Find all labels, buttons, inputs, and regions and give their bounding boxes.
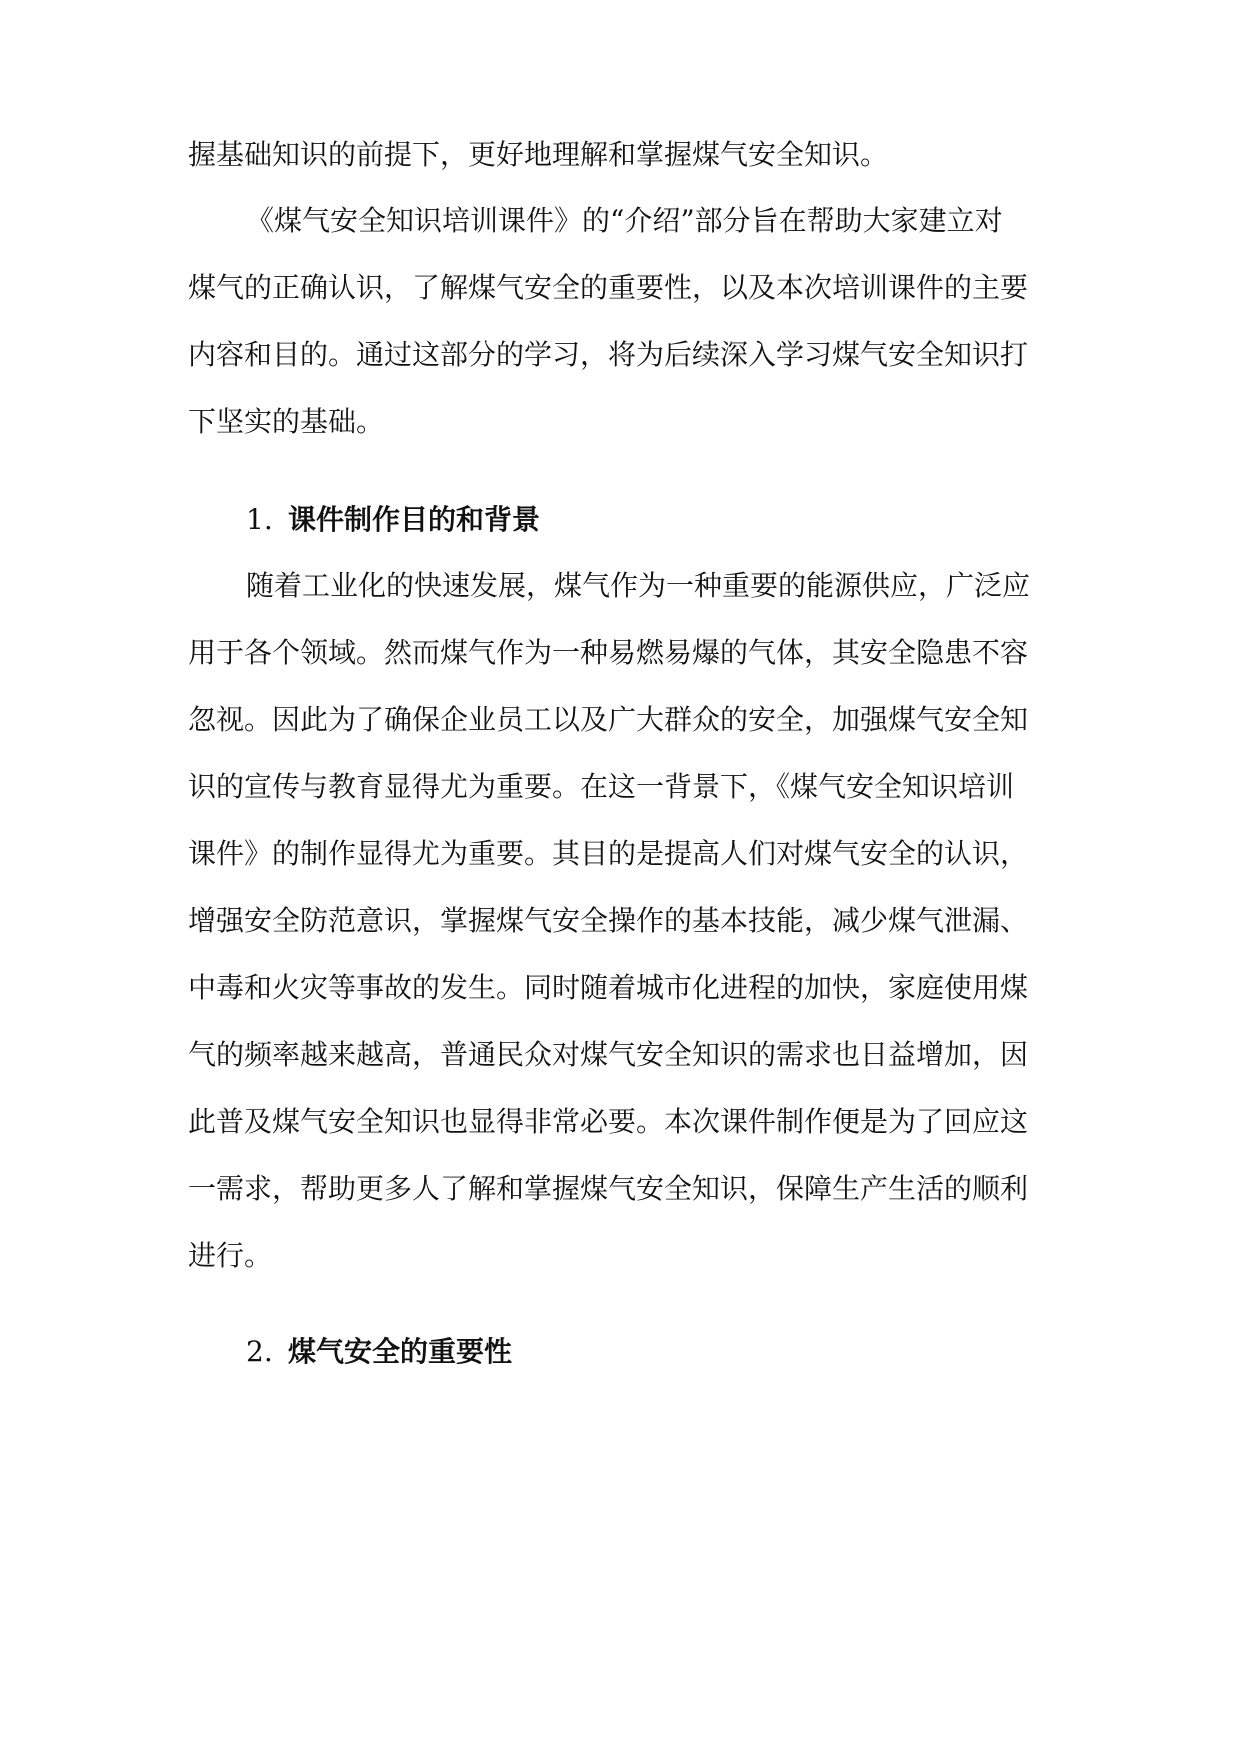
paragraph-line: 气的频率越来越高，普通民众对煤气安全知识的需求也日益增加，因 bbox=[188, 1038, 1029, 1071]
paragraph-line: 此普及煤气安全知识也显得非常必要。本次课件制作便是为了回应这 bbox=[188, 1105, 1029, 1138]
section-number: 1. bbox=[246, 503, 273, 536]
paragraph-line: 《煤气安全知识培训课件》的“介绍”部分旨在帮助大家建立对 bbox=[246, 204, 1003, 237]
paragraph-line: 内容和目的。通过这部分的学习，将为后续深入学习煤气安全知识打 bbox=[188, 338, 1029, 371]
paragraph-line: 中毒和火灾等事故的发生。同时随着城市化进程的加快，家庭使用煤 bbox=[188, 971, 1029, 1004]
section-number: 2. bbox=[246, 1335, 273, 1368]
paragraph-line: 忽视。因此为了确保企业员工以及广大群众的安全，加强煤气安全知 bbox=[188, 703, 1029, 736]
section-heading bbox=[246, 500, 540, 540]
paragraph-line: 增强安全防范意识，掌握煤气安全操作的基本技能，减少煤气泄漏、 bbox=[188, 904, 1029, 937]
paragraph-line: 进行。 bbox=[188, 1239, 273, 1272]
paragraph-line: 随着工业化的快速发展，煤气作为一种重要的能源供应，广泛应 bbox=[246, 569, 1031, 602]
paragraph-line: 下坚实的基础。 bbox=[188, 405, 385, 438]
paragraph-line: 握基础知识的前提下，更好地理解和掌握煤气安全知识。 bbox=[188, 138, 889, 171]
paragraph-line: 煤气的正确认识，了解煤气安全的重要性，以及本次培训课件的主要 bbox=[188, 271, 1029, 304]
paragraph-line: 识的宣传与教育显得尤为重要。在这一背景下，《煤气安全知识培训 bbox=[188, 770, 1015, 803]
section-title: 煤气安全的重要性 bbox=[288, 1335, 513, 1368]
paragraph-line: 课件》的制作显得尤为重要。其目的是提高人们对煤气安全的认识， bbox=[188, 837, 1029, 870]
section-heading bbox=[246, 1332, 512, 1372]
section-title: 课件制作目的和背景 bbox=[288, 503, 541, 536]
paragraph-line: 用于各个领域。然而煤气作为一种易燃易爆的气体，其安全隐患不容 bbox=[188, 636, 1029, 669]
paragraph-line: 一需求，帮助更多人了解和掌握煤气安全知识，保障生产生活的顺利 bbox=[188, 1172, 1029, 1205]
